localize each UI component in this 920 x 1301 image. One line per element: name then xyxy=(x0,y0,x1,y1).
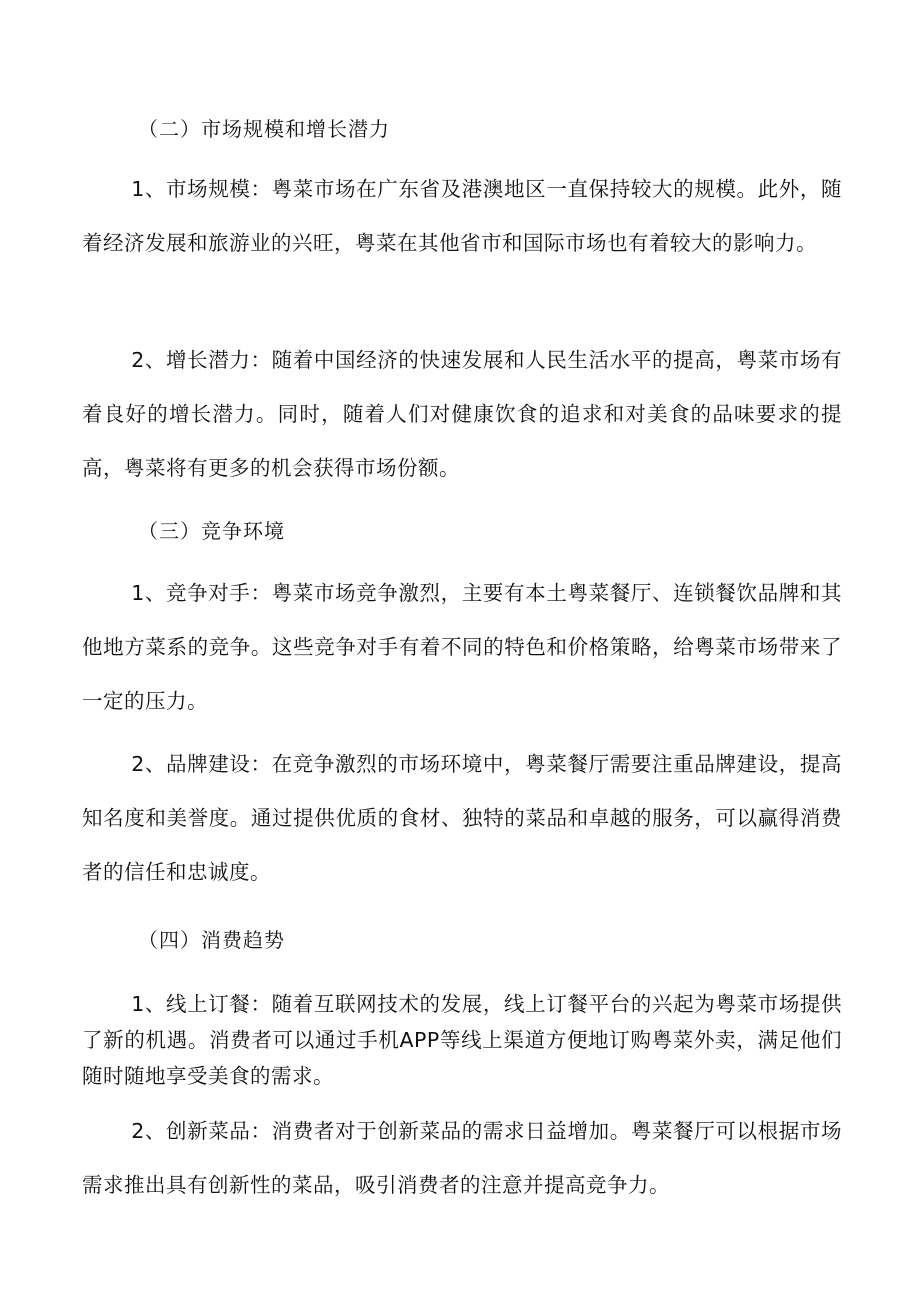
paragraph-market-scale: 1、市场规模：粤菜市场在广东省及港澳地区一直保持较大的规模。此外，随着经济发展和旅游业的兴旺，粤菜在其他省市和国际市场也有着较大的影响力。 xyxy=(82,177,842,255)
paragraph-brand-building: 2、品牌建设：在竞争激烈的市场环境中，粤菜餐厅需要注重品牌建设，提高知名度和美誉度。通过提供优质的食材、独特的菜品和卓越的服务，可以赢得消费者的信任和忠诚度。 xyxy=(82,752,842,884)
paragraph-innovative-dishes: 2、创新菜品：消费者对于创新菜品的需求日益增加。粤菜餐厅可以根据市场需求推出具有创新性的菜品，吸引消费者的注意并提高竞争力。 xyxy=(82,1119,842,1197)
paragraph-competitors: 1、竞争对手：粤菜市场竞争激烈，主要有本土粤菜餐厅、连锁餐饮品牌和其他地方菜系的竞争。这些竞争对手有着不同的特色和价格策略，给粤菜市场带来了一定的压力。 xyxy=(82,581,842,713)
paragraph-online-ordering: 1、线上订餐：随着互联网技术的发展，线上订餐平台的兴起为粤菜市场提供了新的机遇。消费者可以通过手机APP等线上渠道方便地订购粤菜外卖，满足他们随时随地享受美食的需求。 xyxy=(82,992,842,1088)
section-heading-competition: （三）竞争环境 xyxy=(138,519,285,543)
section-heading-market-scale: （二）市场规模和增长潜力 xyxy=(138,117,390,141)
paragraph-growth-potential: 2、增长潜力：随着中国经济的快速发展和人民生活水平的提高，粤菜市场有着良好的增长潜力。同时，随着人们对健康饮食的追求和对美食的品味要求的提高，粤菜将有更多的机会获得市场份额。 xyxy=(82,348,842,480)
section-heading-consumer-trends: （四）消费趋势 xyxy=(138,928,285,952)
